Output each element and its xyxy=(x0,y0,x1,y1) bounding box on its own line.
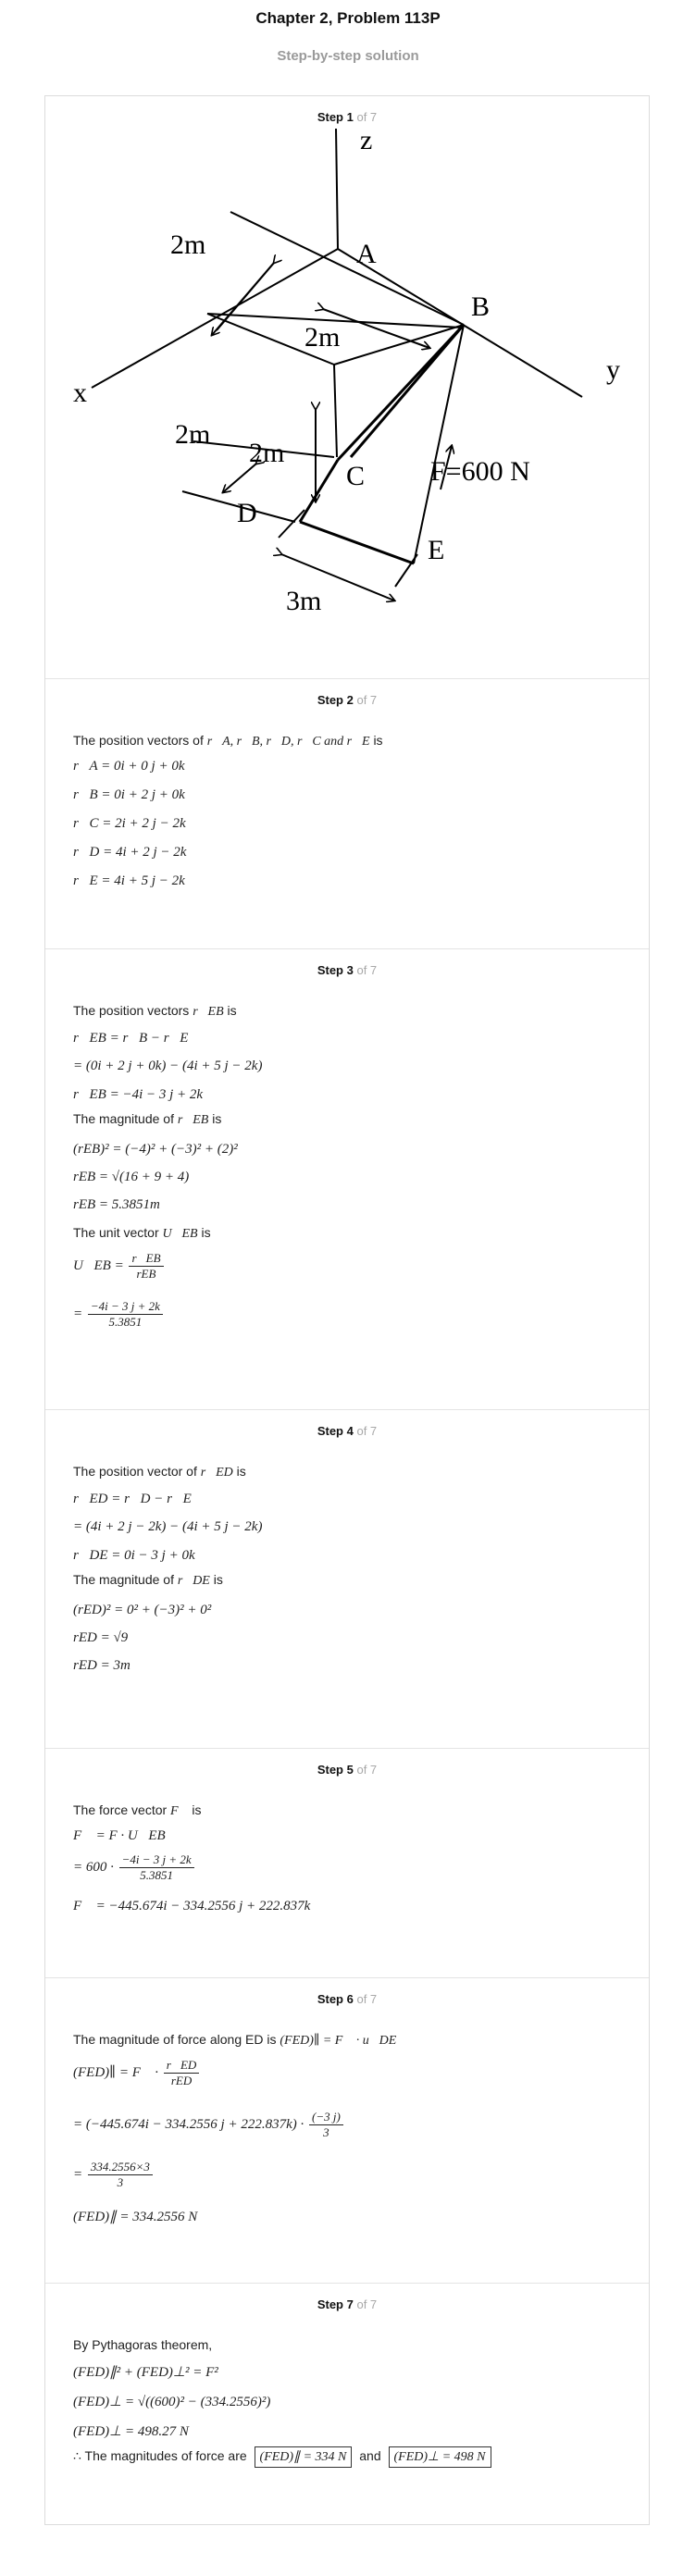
step-label: Step 3 xyxy=(317,963,354,977)
equation xyxy=(73,1852,196,1883)
step-label: Step 7 xyxy=(317,2297,354,2311)
steps-container xyxy=(44,95,650,2525)
step-count: of 7 xyxy=(356,1763,378,1777)
z-axis xyxy=(336,129,338,249)
math: = 600 · xyxy=(73,1859,114,1875)
step-text xyxy=(73,1464,246,1480)
equation: (rED)² = 0² + (−3)² + 0² xyxy=(73,1603,212,1617)
answer-box: (FED)∥ = 334 N xyxy=(255,2446,353,2468)
step-count: of 7 xyxy=(356,693,378,707)
numerator: −4i − 3 j + 2k xyxy=(88,1299,163,1315)
denominator: rED xyxy=(170,2074,193,2087)
equation: r⃗DE = 0i − 3 j + 0k xyxy=(73,1548,195,1563)
step-text xyxy=(73,2032,396,2049)
text: The unit vector xyxy=(73,1225,159,1240)
equation: r⃗EB = −4i − 3 j + 2k xyxy=(73,1087,204,1102)
frame-line xyxy=(230,212,464,325)
numerator: r⃗EB xyxy=(129,1251,163,1267)
equation: r⃗A = 0i + 0 j + 0k xyxy=(73,759,185,774)
point-e-label: E xyxy=(428,535,445,565)
fraction xyxy=(88,1299,163,1330)
math: r⃗DE xyxy=(177,1574,210,1588)
step-text xyxy=(73,1003,237,1020)
step-7 xyxy=(45,2284,649,2524)
fraction xyxy=(164,2058,200,2088)
dimension-label: 3m xyxy=(286,586,322,616)
fraction xyxy=(119,1852,194,1883)
text: ∴ The magnitudes of force are xyxy=(73,2448,247,2463)
denominator: 3 xyxy=(323,2125,329,2139)
step-text xyxy=(73,733,383,749)
equation: r⃗D = 4i + 2 j − 2k xyxy=(73,845,187,860)
text: and xyxy=(359,2448,381,2463)
x-label: x xyxy=(73,378,87,408)
step-label: Step 4 xyxy=(317,1424,354,1438)
cable-be xyxy=(414,325,464,564)
equation xyxy=(73,2160,155,2190)
fraction xyxy=(88,2160,153,2190)
text: is xyxy=(192,1802,202,1817)
equation xyxy=(73,1299,165,1330)
step-text xyxy=(73,1572,223,1589)
step-count: of 7 xyxy=(356,963,378,977)
text: The magnitude of force along ED is xyxy=(73,2032,277,2047)
math: U⃗EB = xyxy=(73,1257,124,1273)
step-3 xyxy=(45,949,649,1410)
math: F⃗ xyxy=(170,1804,189,1818)
y-label: y xyxy=(606,354,620,385)
text: The force vector xyxy=(73,1802,168,1817)
math: U⃗EB xyxy=(162,1227,198,1241)
numerator: 334.2556×3 xyxy=(88,2160,153,2175)
step-header xyxy=(45,1992,649,2006)
math: = xyxy=(73,2166,83,2182)
equation: r⃗ED = r⃗D − r⃗E xyxy=(73,1492,192,1506)
numerator: (−3 j) xyxy=(309,2110,343,2125)
step-header xyxy=(45,693,649,707)
denominator: 3 xyxy=(117,2175,124,2189)
member-cd xyxy=(300,460,338,522)
step-count: of 7 xyxy=(356,2297,378,2311)
math: = xyxy=(73,1306,83,1321)
fraction xyxy=(129,1251,163,1282)
numerator: r⃗ED xyxy=(164,2058,200,2074)
equation xyxy=(73,2058,201,2088)
dim-arrow xyxy=(217,263,274,330)
dimension-label: 2m xyxy=(175,419,211,450)
final-answer xyxy=(73,2446,495,2468)
member-de xyxy=(300,522,414,564)
point-b-label: B xyxy=(471,291,491,322)
answer-box: (FED)⊥ = 498 N xyxy=(389,2446,491,2468)
page-title: Chapter 2, Problem 113P xyxy=(255,9,441,27)
equation: = (4i + 2 j − 2k) − (4i + 5 j − 2k) xyxy=(73,1519,263,1534)
fraction xyxy=(309,2110,343,2140)
equation: rED = √9 xyxy=(73,1630,129,1645)
text: The position vectors of xyxy=(73,733,204,748)
step-label: Step 1 xyxy=(317,110,354,124)
step-header xyxy=(45,1424,649,1438)
text: The magnitude of xyxy=(73,1572,174,1587)
text: is xyxy=(213,1572,223,1587)
step-header xyxy=(45,1763,649,1777)
step-text xyxy=(73,1802,202,1819)
text: The position vector of xyxy=(73,1464,197,1479)
point-d-label: D xyxy=(237,498,257,528)
math: r⃗EB xyxy=(193,1005,224,1019)
equation: = (0i + 2 j + 0k) − (4i + 5 j − 2k) xyxy=(73,1059,263,1073)
z-label: z xyxy=(360,125,373,155)
step-label: Step 5 xyxy=(317,1763,354,1777)
force-label: F=600 N xyxy=(430,456,530,487)
numerator: −4i − 3 j + 2k xyxy=(119,1852,194,1868)
point-c-label: C xyxy=(346,461,366,491)
denominator: 5.3851 xyxy=(140,1868,174,1882)
structure-diagram xyxy=(45,119,649,675)
denominator: 5.3851 xyxy=(108,1315,143,1329)
equation: (FED)⊥ = 498.27 N xyxy=(73,2424,189,2439)
dimension-label: 2m xyxy=(304,322,341,353)
equation xyxy=(73,2110,345,2140)
step-count: of 7 xyxy=(356,1424,378,1438)
step-1 xyxy=(45,96,649,679)
denominator: rEB xyxy=(136,1267,156,1281)
text: The position vectors xyxy=(73,1003,190,1018)
math: r⃗EB xyxy=(177,1113,209,1127)
step-label: Step 2 xyxy=(317,693,354,707)
equation: (rEB)² = (−4)² + (−3)² + (2)² xyxy=(73,1142,238,1157)
equation: rEB = 5.3851m xyxy=(73,1197,160,1212)
cable-bc2 xyxy=(351,325,464,457)
step-header xyxy=(45,963,649,977)
equation: r⃗C = 2i + 2 j − 2k xyxy=(73,816,186,831)
step-text: By Pythagoras theorem, xyxy=(73,2337,213,2352)
text: is xyxy=(236,1464,246,1479)
text: is xyxy=(212,1111,222,1126)
equation: (FED)∥ = 334.2556 N xyxy=(73,2210,198,2224)
equation: rED = 3m xyxy=(73,1658,130,1673)
text: is xyxy=(201,1225,211,1240)
equation: (FED)⊥ = √((600)² − (334.2556)²) xyxy=(73,2395,271,2409)
equation: r⃗B = 0i + 2 j + 0k xyxy=(73,787,185,802)
equation: r⃗EB = r⃗B − r⃗E xyxy=(73,1031,189,1046)
equation: rEB = √(16 + 9 + 4) xyxy=(73,1170,190,1184)
text: is xyxy=(373,733,383,748)
step-label: Step 6 xyxy=(317,1992,354,2006)
dimension-label: 2m xyxy=(249,438,285,468)
equation: (FED)∥² + (FED)⊥² = F² xyxy=(73,2365,218,2380)
text: The magnitude of xyxy=(73,1111,174,1126)
step-2 xyxy=(45,679,649,949)
equation: r⃗E = 4i + 5 j − 2k xyxy=(73,873,185,888)
step-6 xyxy=(45,1978,649,2284)
equation xyxy=(73,1251,166,1282)
step-4 xyxy=(45,1410,649,1749)
equation: F⃗ = −445.674i − 334.2556 j + 222.837k xyxy=(73,1899,311,1913)
point-a-label: A xyxy=(356,239,377,269)
page-subtitle: Step-by-step solution xyxy=(277,48,419,64)
step-count: of 7 xyxy=(356,110,378,124)
math: r⃗A, r⃗B, r⃗D, r⃗C and r⃗E xyxy=(206,735,370,749)
dimension-label: 2m xyxy=(170,229,206,260)
step-header xyxy=(45,2297,649,2311)
math: (FED)∥ = F⃗ · u⃗DE xyxy=(280,2034,397,2048)
text: is xyxy=(227,1003,237,1018)
step-5 xyxy=(45,1749,649,1978)
math: = (−445.674i − 334.2556 j + 222.837k) · xyxy=(73,2116,304,2132)
math: (FED)∥ = F⃗ · xyxy=(73,2064,159,2080)
step-count: of 7 xyxy=(356,1992,378,2006)
step-text xyxy=(73,1111,221,1128)
math: r⃗ED xyxy=(200,1466,233,1480)
tick xyxy=(279,510,304,538)
frame-line xyxy=(334,365,337,457)
equation: F⃗ = F · U⃗EB xyxy=(73,1828,166,1843)
step-text xyxy=(73,1225,211,1242)
